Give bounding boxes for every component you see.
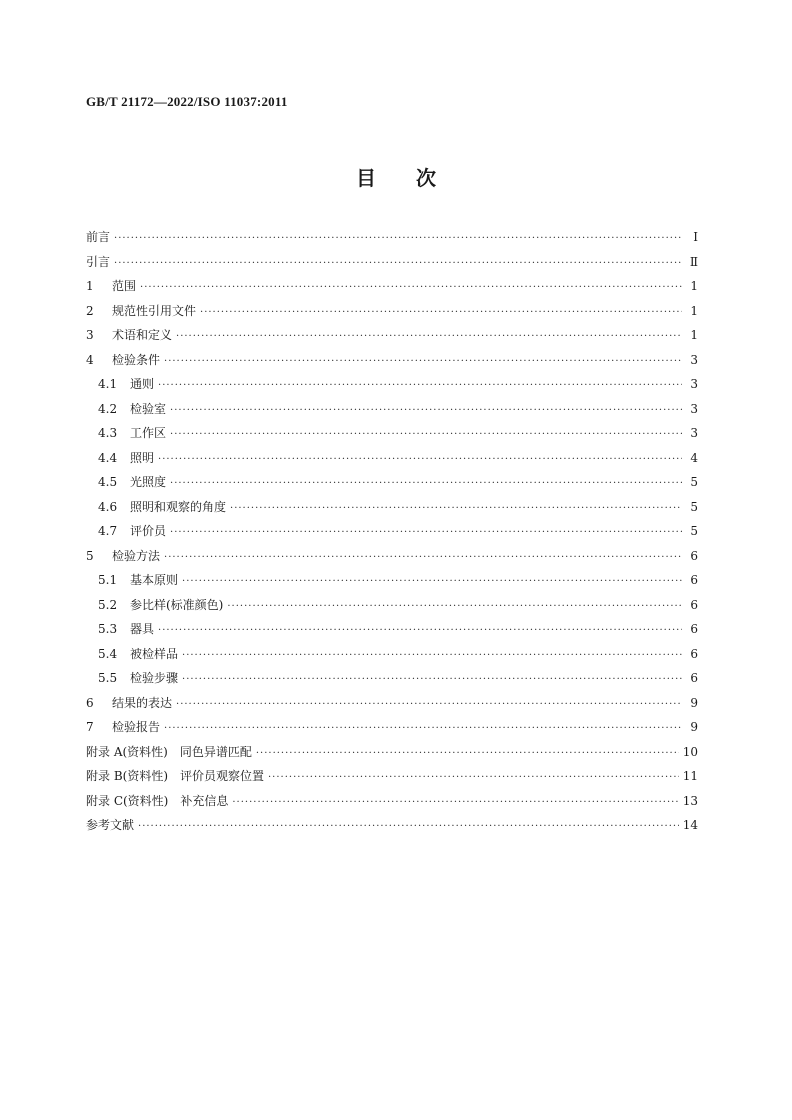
toc-entry-title: 引言	[86, 254, 111, 269]
toc-entry-page: 3	[690, 401, 698, 416]
toc-entry-page: 5	[690, 499, 698, 514]
toc-entry-title: 光照度	[130, 475, 167, 489]
toc-entry-title: 结果的表达	[112, 695, 173, 710]
toc-entry[interactable]	[86, 619, 698, 644]
toc-entry-title: 工作区	[130, 426, 167, 440]
toc-entry-page: Ⅱ	[689, 254, 698, 269]
toc-entry[interactable]	[86, 791, 698, 816]
toc-entry[interactable]	[86, 350, 698, 375]
toc-entry-title: 前言	[86, 230, 111, 244]
toc-leader-dots	[268, 768, 679, 788]
toc-entry-number: 4.5	[98, 475, 118, 489]
table-of-contents	[86, 227, 698, 840]
toc-entry-number: 4.2	[98, 401, 118, 416]
toc-entry-page: 3	[690, 352, 698, 367]
toc-entry-page: 4	[690, 450, 698, 465]
toc-entry-number: 5.3	[98, 622, 118, 636]
page-title: 目 次	[356, 166, 436, 190]
toc-leader-dots	[164, 352, 682, 372]
toc-entry-number: 4.3	[98, 426, 118, 440]
toc-entry[interactable]	[86, 693, 698, 718]
toc-leader-dots	[164, 548, 682, 568]
toc-entry-page: 9	[690, 720, 698, 734]
toc-entry-title: 参考文献	[86, 818, 135, 832]
toc-leader-dots	[164, 719, 682, 739]
toc-entry-page: 11	[682, 769, 698, 783]
toc-entry-number: 2	[86, 303, 94, 318]
toc-entry-number: 5.1	[98, 573, 118, 587]
toc-leader-dots	[158, 376, 682, 396]
toc-entry[interactable]	[86, 399, 698, 424]
toc-leader-dots	[170, 523, 682, 543]
toc-leader-dots	[140, 278, 682, 298]
toc-entry[interactable]	[86, 301, 698, 326]
toc-leader-dots	[200, 303, 682, 323]
toc-entry-number: 1	[86, 279, 94, 293]
toc-entry[interactable]	[86, 766, 698, 791]
toc-entry-title: 通则	[130, 377, 155, 391]
document-header: GB/T 21172—2022/ISO 11037:2011	[86, 94, 288, 109]
toc-entry-number: 4.4	[98, 450, 118, 465]
toc-entry[interactable]	[86, 595, 698, 620]
toc-entry-number: 5.5	[98, 671, 118, 685]
toc-entry[interactable]	[86, 252, 698, 277]
toc-entry-page: 1	[690, 279, 698, 293]
toc-entry-page: 5	[690, 524, 698, 538]
toc-leader-dots	[114, 254, 682, 274]
toc-entry-title: 附录 B(资料性) 评价员观察位置	[86, 769, 264, 783]
toc-entry-page: 1	[690, 328, 698, 342]
toc-entry-page: 1	[690, 303, 698, 318]
toc-entry-number: 4.6	[98, 499, 118, 514]
toc-entry-title: 检验步骤	[130, 671, 179, 685]
toc-entry[interactable]	[86, 374, 698, 399]
toc-entry-title: 附录 C(资料性) 补充信息	[86, 793, 229, 808]
toc-entry-title: 检验方法	[112, 548, 161, 563]
toc-leader-dots	[230, 499, 682, 519]
toc-entry-page: 6	[690, 671, 698, 685]
toc-entry-page: 5	[690, 475, 698, 489]
toc-entry[interactable]	[86, 448, 698, 473]
toc-entry-title: 规范性引用文件	[112, 303, 197, 318]
toc-entry[interactable]	[86, 497, 698, 522]
toc-entry[interactable]	[86, 276, 698, 301]
toc-entry-title: 检验室	[130, 401, 167, 416]
toc-entry-number: 4.1	[98, 377, 118, 391]
toc-leader-dots	[182, 572, 682, 592]
toc-entry-number: 5	[86, 548, 94, 563]
toc-entry-number: 7	[86, 720, 94, 734]
toc-leader-dots	[114, 229, 682, 249]
toc-entry[interactable]	[86, 644, 698, 669]
toc-entry-page: 3	[690, 377, 698, 391]
toc-entry-title: 检验报告	[112, 720, 161, 734]
toc-entry[interactable]	[86, 742, 698, 767]
toc-entry-page: 6	[690, 548, 698, 563]
toc-leader-dots	[170, 474, 682, 494]
toc-entry-number: 5.4	[98, 646, 118, 661]
toc-entry[interactable]	[86, 717, 698, 742]
toc-entry-number: 6	[86, 695, 94, 710]
toc-entry-page: 13	[682, 793, 698, 808]
toc-entry-title: 参比样(标准颜色)	[130, 597, 224, 612]
toc-leader-dots	[170, 425, 682, 445]
toc-entry-page: 10	[682, 744, 698, 759]
toc-entry-title: 被检样品	[130, 646, 179, 661]
toc-leader-dots	[176, 327, 682, 347]
toc-entry-title: 照明和观察的角度	[130, 499, 227, 514]
toc-entry-title: 术语和定义	[112, 328, 173, 342]
toc-leader-dots	[138, 817, 679, 837]
toc-entry-title: 范围	[112, 279, 137, 293]
toc-entry[interactable]	[86, 521, 698, 546]
toc-entry-title: 基本原则	[130, 573, 179, 587]
toc-entry-title: 检验条件	[112, 352, 161, 367]
toc-entry-page: 6	[690, 646, 698, 661]
toc-entry[interactable]	[86, 546, 698, 571]
toc-entry[interactable]	[86, 227, 698, 252]
toc-entry[interactable]	[86, 570, 698, 595]
toc-entry-page: 14	[682, 818, 698, 832]
toc-leader-dots	[227, 597, 682, 617]
toc-entry-title: 评价员	[130, 524, 167, 538]
toc-leader-dots	[158, 621, 682, 641]
toc-leader-dots	[232, 793, 678, 813]
toc-entry-page: 3	[690, 426, 698, 440]
toc-entry-page: 6	[690, 573, 698, 587]
toc-entry-number: 4.7	[98, 524, 118, 538]
toc-entry-page: 9	[690, 695, 698, 710]
toc-entry[interactable]	[86, 423, 698, 448]
toc-entry-page: Ⅰ	[693, 230, 698, 244]
toc-leader-dots	[176, 695, 682, 715]
toc-leader-dots	[182, 646, 682, 666]
toc-entry-title: 器具	[130, 622, 155, 636]
toc-leader-dots	[158, 450, 682, 470]
toc-leader-dots	[170, 401, 682, 421]
toc-entry-number: 4	[86, 352, 94, 367]
toc-entry[interactable]	[86, 472, 698, 497]
toc-entry-page: 6	[690, 597, 698, 612]
toc-leader-dots	[182, 670, 682, 690]
toc-leader-dots	[256, 744, 679, 764]
toc-entry-page: 6	[690, 622, 698, 636]
toc-entry[interactable]	[86, 815, 698, 840]
toc-entry[interactable]	[86, 668, 698, 693]
toc-entry-title: 照明	[130, 450, 155, 465]
toc-entry-title: 附录 A(资料性) 同色异谱匹配	[86, 744, 252, 759]
toc-entry-number: 3	[86, 328, 94, 342]
toc-entry[interactable]	[86, 325, 698, 350]
toc-entry-number: 5.2	[98, 597, 118, 612]
